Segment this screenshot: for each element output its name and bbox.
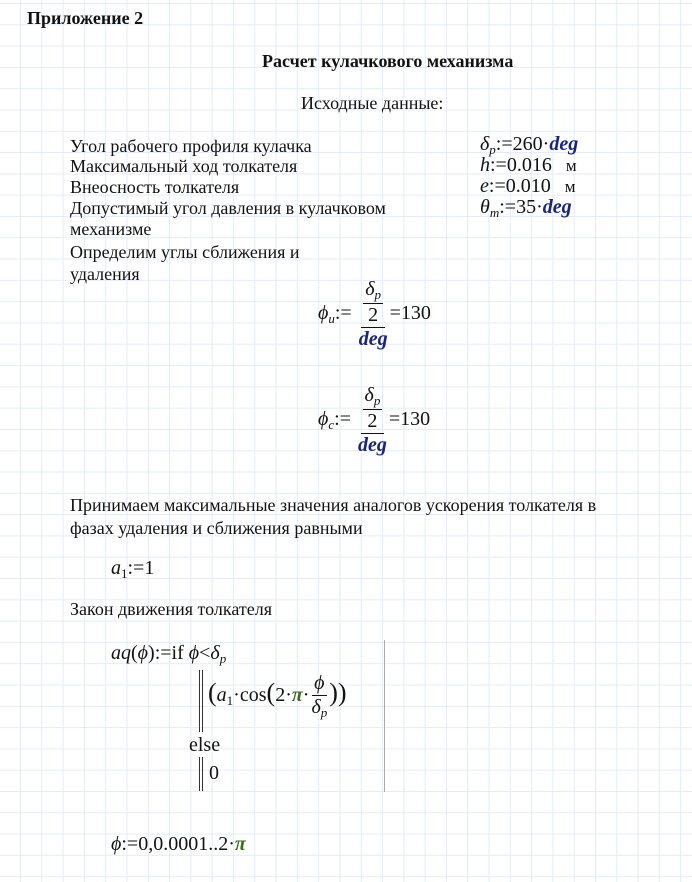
else-value: 0 bbox=[209, 762, 219, 784]
law-heading: Закон движения толкателя bbox=[70, 599, 272, 619]
h-definition[interactable]: h:=0.016 м bbox=[480, 154, 577, 176]
input-label-pressure-angle: Допустимый угол давления в кулачковом bbox=[70, 198, 386, 218]
accel-text-cont: фазах удаления и сближения равными bbox=[70, 518, 363, 538]
input-label-max-stroke: Максимальный ход толкателя bbox=[70, 156, 298, 176]
program-bar-else bbox=[199, 757, 203, 791]
accel-text: Принимаем максимальные значения аналогов ускорения толкателя в bbox=[70, 495, 597, 515]
program-bar bbox=[199, 670, 203, 732]
delta-p-definition[interactable]: $\delta_p:=260\cdot deg$ bbox=[480, 133, 579, 157]
input-label-profile-angle: Угол рабочего профиля кулачка bbox=[70, 136, 312, 156]
subtitle: Исходные данные: bbox=[301, 93, 444, 113]
page-title: Расчет кулачкового механизма bbox=[262, 51, 514, 71]
angles-heading: Определим углы сближения и bbox=[70, 242, 300, 262]
appendix-label: Приложение 2 bbox=[27, 8, 144, 28]
phi-range-definition[interactable]: ϕ:=0,0.0001..2·π bbox=[111, 833, 246, 855]
a1-definition[interactable]: $a_1:=1$ bbox=[111, 557, 155, 581]
region-boundary bbox=[384, 640, 385, 792]
phi-u-definition[interactable]: $\phi_u:=$ $\frac{\frac{\delta_p}{2}}{\text{deg}}$ =130 bbox=[318, 278, 431, 350]
else-keyword: else bbox=[189, 734, 221, 756]
input-label-offset: Внеосность толкателя bbox=[70, 177, 240, 197]
theta-m-definition[interactable]: $\theta_m:=35\cdot deg$ bbox=[480, 196, 572, 220]
input-label-pressure-angle-cont: механизме bbox=[70, 219, 152, 239]
angles-heading-cont: удаления bbox=[70, 264, 140, 284]
e-definition[interactable]: e:=0.010 м bbox=[480, 175, 576, 197]
phi-c-definition[interactable]: $\phi_c:=$ $\frac{\frac{\delta_p}{2}}{\text{deg}}$ =130 bbox=[318, 384, 431, 456]
